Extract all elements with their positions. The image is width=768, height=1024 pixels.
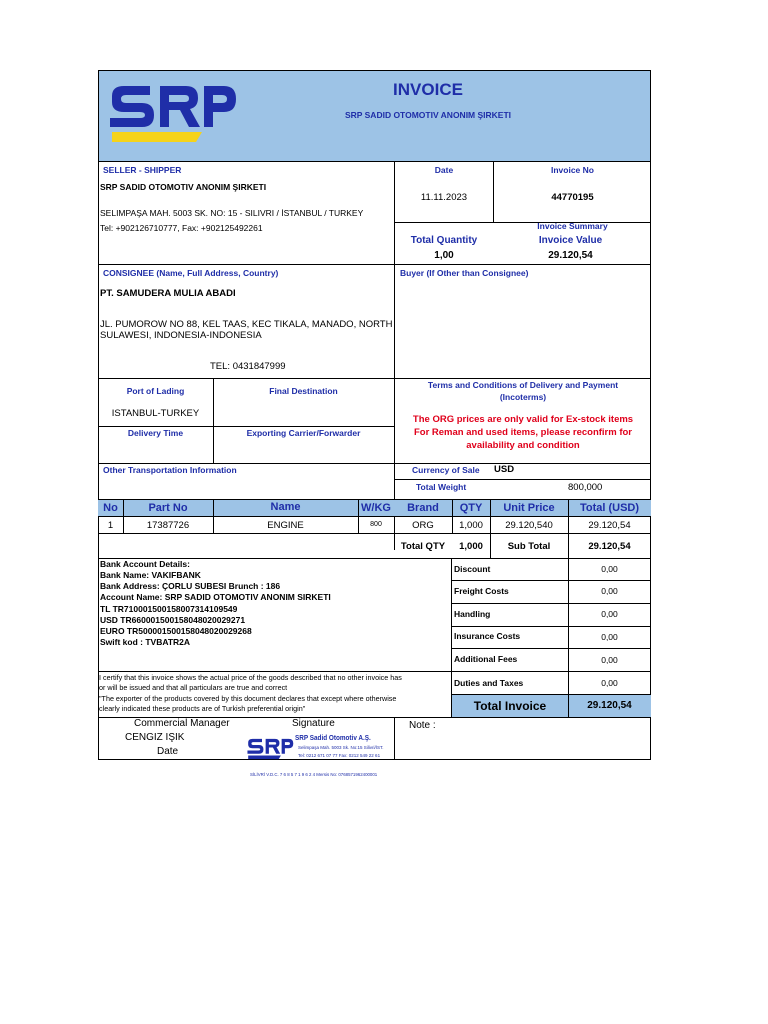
cert-line-3: "The exporter of the products covered by this document declares that except where otherwise <box>99 694 397 703</box>
bank-line-8: Swift kod : TVBATR2A <box>100 637 191 647</box>
consignee-name: PT. SAMUDERA MULIA ABADI <box>100 288 236 299</box>
bank-line-7: EURO TR500001500158048020029268 <box>100 626 252 636</box>
bank-line-4: Account Name: SRP SADID OTOMOTIV ANONIM SIRKETI <box>100 592 331 602</box>
row-total: 29.120,54 <box>588 520 631 531</box>
invoice-summary-label: Invoice Summary <box>537 221 608 231</box>
terms-red-2: For Reman and used items, please reconfirm for <box>413 427 633 438</box>
seller-phone: Tel: +902126710777, Fax: +902125492261 <box>100 223 263 233</box>
exporting-carrier-label: Exporting Carrier/Forwarder <box>246 428 361 438</box>
company-logo <box>106 82 238 146</box>
commercial-manager-label: Commercial Manager <box>134 718 230 729</box>
delivery-time-label: Delivery Time <box>127 428 184 438</box>
date-label: Date <box>434 165 454 175</box>
date-value: 11.11.2023 <box>420 192 468 203</box>
sign-date-label: Date <box>157 746 179 757</box>
cert-line-1: I certify that this invoice shows the actual price of the goods described that no other invoice has <box>99 673 402 682</box>
col-qty: QTY <box>452 502 490 514</box>
cert-line-4: clearly indicated these products are of Turkish preferential origin" <box>99 704 306 713</box>
consignee-label: CONSIGNEE (Name, Full Address, Country) <box>103 268 279 278</box>
col-wkg: W/KG <box>358 502 394 514</box>
buyer-label: Buyer (If Other than Consignee) <box>400 268 529 278</box>
freight-value: 0,00 <box>601 586 618 596</box>
note-label: Note : <box>409 720 436 731</box>
col-part-no: Part No <box>123 502 213 514</box>
signature-label: Signature <box>292 718 335 729</box>
handling-label: Handling <box>454 609 491 619</box>
stamp-line-2: Tel: 0212 671 07 77 Fax: 0212 549 22 61 <box>298 753 381 758</box>
seller-address: SELIMPAŞA MAH. 5003 SK. NO: 15 - SILIVRI / İSTANBUL / TURKEY <box>100 208 364 218</box>
bank-line-3: Bank Address: ÇORLU SUBESI Brunch : 186 <box>100 581 281 591</box>
freight-label: Freight Costs <box>454 586 509 596</box>
currency-value: USD <box>494 464 515 475</box>
duties-label: Duties and Taxes <box>454 678 524 688</box>
row-wkg: 800 <box>370 521 382 528</box>
invoice-title: INVOICE <box>393 80 463 99</box>
additional-fees-value: 0,00 <box>601 655 618 665</box>
terms-label-2: (Incoterms) <box>499 392 547 402</box>
consignee-tel: TEL: 0431847999 <box>210 361 286 372</box>
port-of-lading-label: Port of Lading <box>126 386 185 396</box>
total-qty-label: Total QTY <box>400 541 446 552</box>
consignee-address-2: SULAWESI, INDONESIA-INDONESIA <box>100 330 262 341</box>
port-of-lading-value: ISTANBUL-TURKEY <box>111 408 200 419</box>
bank-line-6: USD TR660001500158048020029271 <box>100 615 246 625</box>
final-destination-label: Final Destination <box>269 386 338 396</box>
insurance-label: Insurance Costs <box>454 631 521 641</box>
stamp-line-1: Selimpaşa Mah. 5003 Sk. No:15 Silivri/İST. <box>298 745 384 750</box>
col-name: Name <box>213 501 358 513</box>
consignee-address-1: JL. PUMOROW NO 88, KEL TAAS, KEC TIKALA, MANADO, NORTH <box>100 319 393 330</box>
stamp-company: SRP Sadid Otomotiv A.Ş. <box>295 733 371 742</box>
total-invoice-value: 29.120,54 <box>587 700 632 711</box>
stamp-line-3: SİLİVRİ V.D.C. 7 6 8 5 7 1 9 6 2 4 Mersis No: 0768571962400001 <box>250 772 378 777</box>
row-brand: ORG <box>412 520 434 531</box>
invoice-value-label: Invoice Value <box>538 235 603 246</box>
total-weight-label: Total Weight <box>416 482 467 492</box>
discount-value: 0,00 <box>601 564 618 574</box>
stamp-logo-mark <box>246 733 294 765</box>
handling-value: 0,00 <box>601 609 618 619</box>
terms-label-1: Terms and Conditions of Delivery and Payment <box>427 380 619 390</box>
row-unit-price: 29.120,540 <box>505 520 553 531</box>
bank-line-1: Bank Account Details: <box>100 559 190 569</box>
terms-red-1: The ORG prices are only valid for Ex-stock items <box>412 414 634 425</box>
row-no: 1 <box>107 520 114 531</box>
row-name: ENGINE <box>267 520 304 531</box>
discount-label: Discount <box>454 564 491 574</box>
invoice-no-value: 44770195 <box>551 192 594 203</box>
total-quantity-label: Total Quantity <box>410 235 478 246</box>
subtotal-label: Sub Total <box>507 541 551 552</box>
invoice-page <box>98 70 651 777</box>
invoice-value-value: 29.120,54 <box>548 250 593 261</box>
bank-line-2: Bank Name: VAKIFBANK <box>100 570 201 580</box>
signer-name: CENGIZ IŞIK <box>125 732 185 743</box>
total-qty-value: 1,000 <box>459 541 483 552</box>
total-quantity-value: 1,00 <box>434 250 454 261</box>
total-weight-value: 800,000 <box>568 482 603 493</box>
additional-fees-label: Additional Fees <box>454 654 518 664</box>
row-qty: 1,000 <box>459 520 483 531</box>
header-company-name: SRP SADID OTOMOTIV ANONIM ŞIRKETI <box>344 110 512 120</box>
total-invoice-label: Total Invoice <box>473 699 547 713</box>
seller-name: SRP SADID OTOMOTIV ANONIM ŞIRKETI <box>100 182 267 192</box>
currency-label: Currency of Sale <box>412 465 480 475</box>
seller-label: SELLER - SHIPPER <box>103 165 182 175</box>
srp-logo-mark <box>106 82 238 146</box>
col-unit-price: Unit Price <box>490 502 568 514</box>
bank-line-5: TL TR710001500158007314109549 <box>100 604 238 614</box>
other-transport-label: Other Transportation Information <box>103 465 237 475</box>
invoice-no-label: Invoice No <box>551 165 594 175</box>
terms-red-3: availability and condition <box>466 440 580 451</box>
col-total: Total (USD) <box>568 502 651 514</box>
insurance-value: 0,00 <box>601 632 618 642</box>
duties-value: 0,00 <box>601 678 618 688</box>
cert-line-2: or will be issued and that all particulars are true and correct <box>99 683 288 692</box>
col-brand: Brand <box>394 502 452 514</box>
col-no: No <box>98 502 123 514</box>
subtotal-value: 29.120,54 <box>588 541 631 552</box>
row-part-no: 17387726 <box>146 520 190 531</box>
company-stamp <box>246 730 406 790</box>
